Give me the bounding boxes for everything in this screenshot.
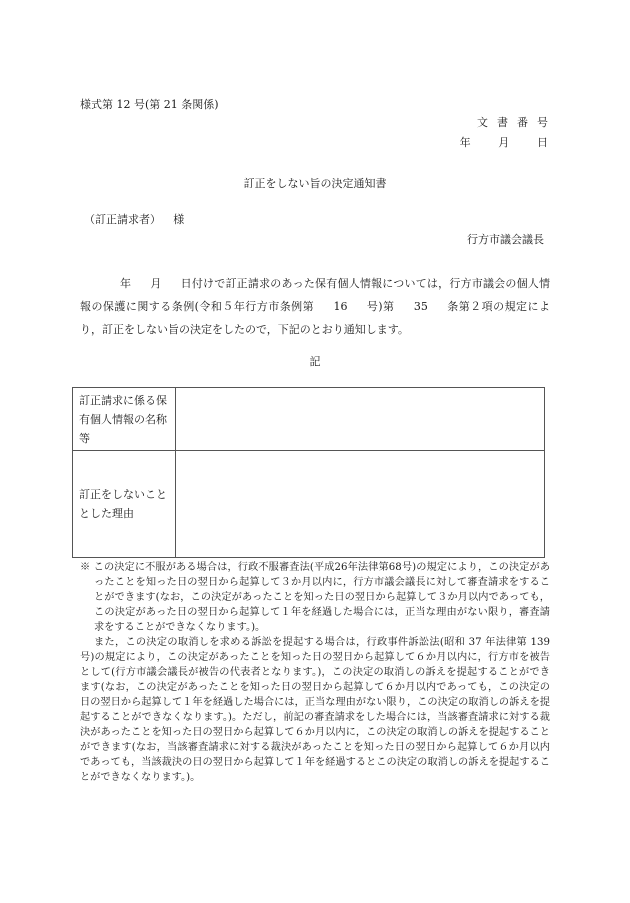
document-title: 訂正をしない旨の決定通知書 [243,177,387,190]
table-row [73,451,545,558]
notes-section [80,560,550,785]
row-value [176,451,545,558]
row-label: 訂正をしないこととした理由 [73,451,176,558]
document-number-label: 文 書 番 号 [477,116,548,129]
row-value [176,388,545,451]
date-label: 年 月 日 [459,136,548,149]
note-lawsuit: また，この決定の取消しを求める訴訟を提起する場合は，行政事件訴訟法(昭和 37 年法律第 139 号)の規定により，この決定があったことを知った日の翌日から起算して６か月以内に，行方市を被告として(行方市議会議長が被告の代表者となります。)，この決定の取消しの訴えを提起することができます(なお，この決定があったことを知った日の翌日から起算して６か月以内であっても，この決定の日の翌日から起算して１年を経過した場合には，正当な理由がない限り，この決定の取消しの訴えを提起することができなくなります。)。ただし，前記の審査請求をした場合には，当該審査請求に対する裁決があったことを知った日の翌日から起算して６か月以内に，この決定の取消しの訴えを提起することができます(なお，当該審査請求に対する裁決があったことを知った日の翌日から起算して６か月以内であっても，当該裁決の日の翌日から起算して１年を経過するとこの決定の取消しの訴えを提起することができなくなります。)。 [80,637,550,783]
note-appeal: ※ この決定に不服がある場合は，行政不服審査法(平成26年法律第68号)の規定により，この決定があったことを知った日の翌日から起算して３か月以内に，行方市議会議長に対して審査請求をすることができます(なお，この決定があったことを知った日の翌日から起算して３か月以内であっても，この決定があった日の翌日から起算して１年を経過した場合には，正当な理由がない限り，審査請求をすることができなくなります。)。 [80,562,550,633]
body-paragraph: 年 月 日付けで訂正請求のあった保有個人情報については，行方市議会の個人情報の保護に関する条例(令和５年行方市条例第 16 号)第 35 条第２項の規定により，訂正をしない旨の決定をしたので，下記のとおり通知します。 [80,277,550,336]
details-table [72,387,545,558]
form-number: 様式第 12 号(第 21 条関係) [80,98,219,111]
row-label: 訂正請求に係る保有個人情報の名称等 [73,388,176,451]
addressee: （訂正請求者） 様 [84,213,185,226]
table-row [73,388,545,451]
sender: 行方市議会議長 [467,233,544,246]
ki-heading: 記 [309,355,321,368]
